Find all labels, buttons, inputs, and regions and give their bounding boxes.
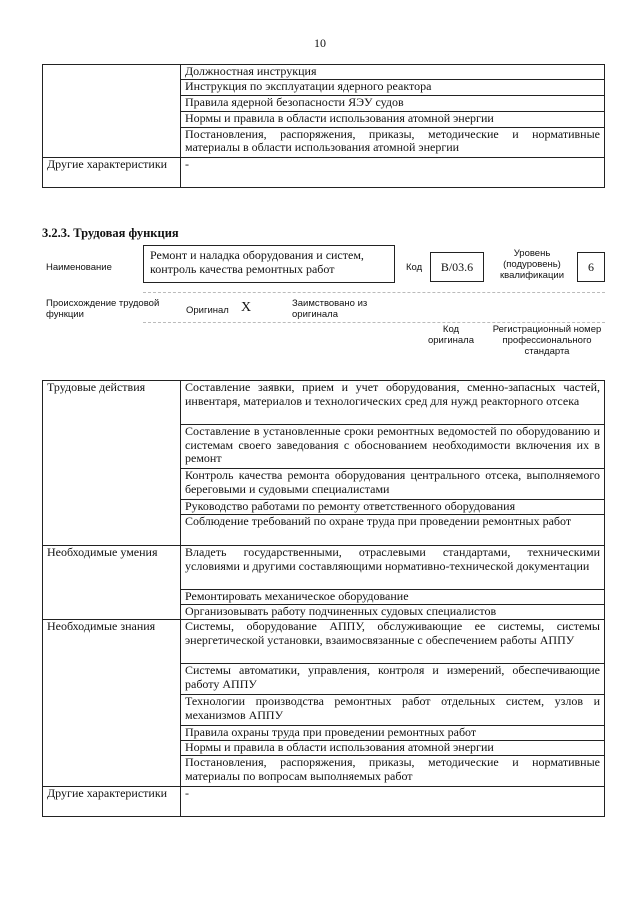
section-title: 3.2.3. Трудовая функция <box>42 226 179 240</box>
original-mark: X <box>241 300 252 315</box>
top-table-row: Инструкция по эксплуатации ядерного реактора <box>181 79 605 95</box>
action-item: Составление заявки, прием и учет оборудования, сменно-запасных частей, инвентаря, материалов и технологических сред для нужд реакторного отсека <box>181 381 605 425</box>
code-value-box: B/03.6 <box>430 252 484 282</box>
top-other-label: Другие характеристики <box>43 157 181 187</box>
top-other-value: - <box>181 157 605 187</box>
top-requirements-table <box>42 64 605 188</box>
knowledge-item: Правила охраны труда при проведении ремонтных работ <box>181 726 605 741</box>
labor-function-table <box>42 380 605 817</box>
action-item: Руководство работами по ремонту ответственного оборудования <box>181 500 605 515</box>
page-number: 10 <box>314 36 326 50</box>
skill-item: Организовывать работу подчиненных судовых специалистов <box>181 605 605 620</box>
action-item: Соблюдение требований по охране труда при проведении ремонтных работ <box>181 515 605 546</box>
skill-item: Владеть государственными, отраслевыми стандартами, техническими условиями и другими составляющими нормативно-технической документации <box>181 546 605 590</box>
code-label: Код <box>406 262 423 273</box>
action-item: Составление в установленные сроки ремонтных ведомостей по оборудованию и системам своего заведования с обоснованием необходимости включения их в ремонт <box>181 425 605 469</box>
knowledge-item: Постановления, распоряжения, приказы, методические и нормативные материалы по вопросам выполняемых работ <box>181 756 605 787</box>
top-table-blank-cell <box>43 65 181 158</box>
other-characteristics-label: Другие характеристики <box>43 787 181 817</box>
top-table-row: Правила ядерной безопасности ЯЭУ судов <box>181 95 605 111</box>
top-table-row: Нормы и правила в области использования атомной энергии <box>181 111 605 127</box>
original-label: Оригинал <box>186 305 229 316</box>
knowledge-label: Необходимые знания <box>43 620 181 787</box>
top-table-row: Должностная инструкция <box>181 65 605 80</box>
knowledge-item: Системы автоматики, управления, контроля и измерений, обеспечивающие работу АППУ <box>181 664 605 695</box>
reg-number-label: Регистрационный номер профессионального стандарта <box>492 324 602 357</box>
knowledge-item: Технологии производства ремонтных работ отдельных систем, узлов и механизмов АППУ <box>181 695 605 726</box>
top-table-row: Постановления, распоряжения, приказы, методические и нормативные материалы в области использования атомной энергии <box>181 127 605 157</box>
name-value-box: Ремонт и наладка оборудования и систем, контроль качества ремонтных работ <box>143 245 395 283</box>
knowledge-item: Системы, оборудование АППУ, обслуживающие ее системы, системы энергетической установки, взаимосвязанные с обеспечением работы АППУ <box>181 620 605 664</box>
header-dotted-line <box>143 292 605 293</box>
action-item: Контроль качества ремонта оборудования центрального отсека, выполняемого береговыми и судовыми специалистами <box>181 469 605 500</box>
origin-label: Происхождение трудовой функции <box>46 298 160 320</box>
origin-dotted-line <box>143 322 605 323</box>
skill-item: Ремонтировать механическое оборудование <box>181 590 605 605</box>
orig-code-label: Код оригинала <box>427 324 474 346</box>
name-label: Наименование <box>46 262 112 273</box>
level-value-box: 6 <box>577 252 605 282</box>
knowledge-item: Нормы и правила в области использования атомной энергии <box>181 741 605 756</box>
actions-label: Трудовые действия <box>43 381 181 546</box>
borrowed-label: Заимствовано из оригинала <box>292 298 368 320</box>
level-label: Уровень (подуровень) квалификации <box>499 248 565 281</box>
other-characteristics-value: - <box>181 787 605 817</box>
skills-label: Необходимые умения <box>43 546 181 620</box>
